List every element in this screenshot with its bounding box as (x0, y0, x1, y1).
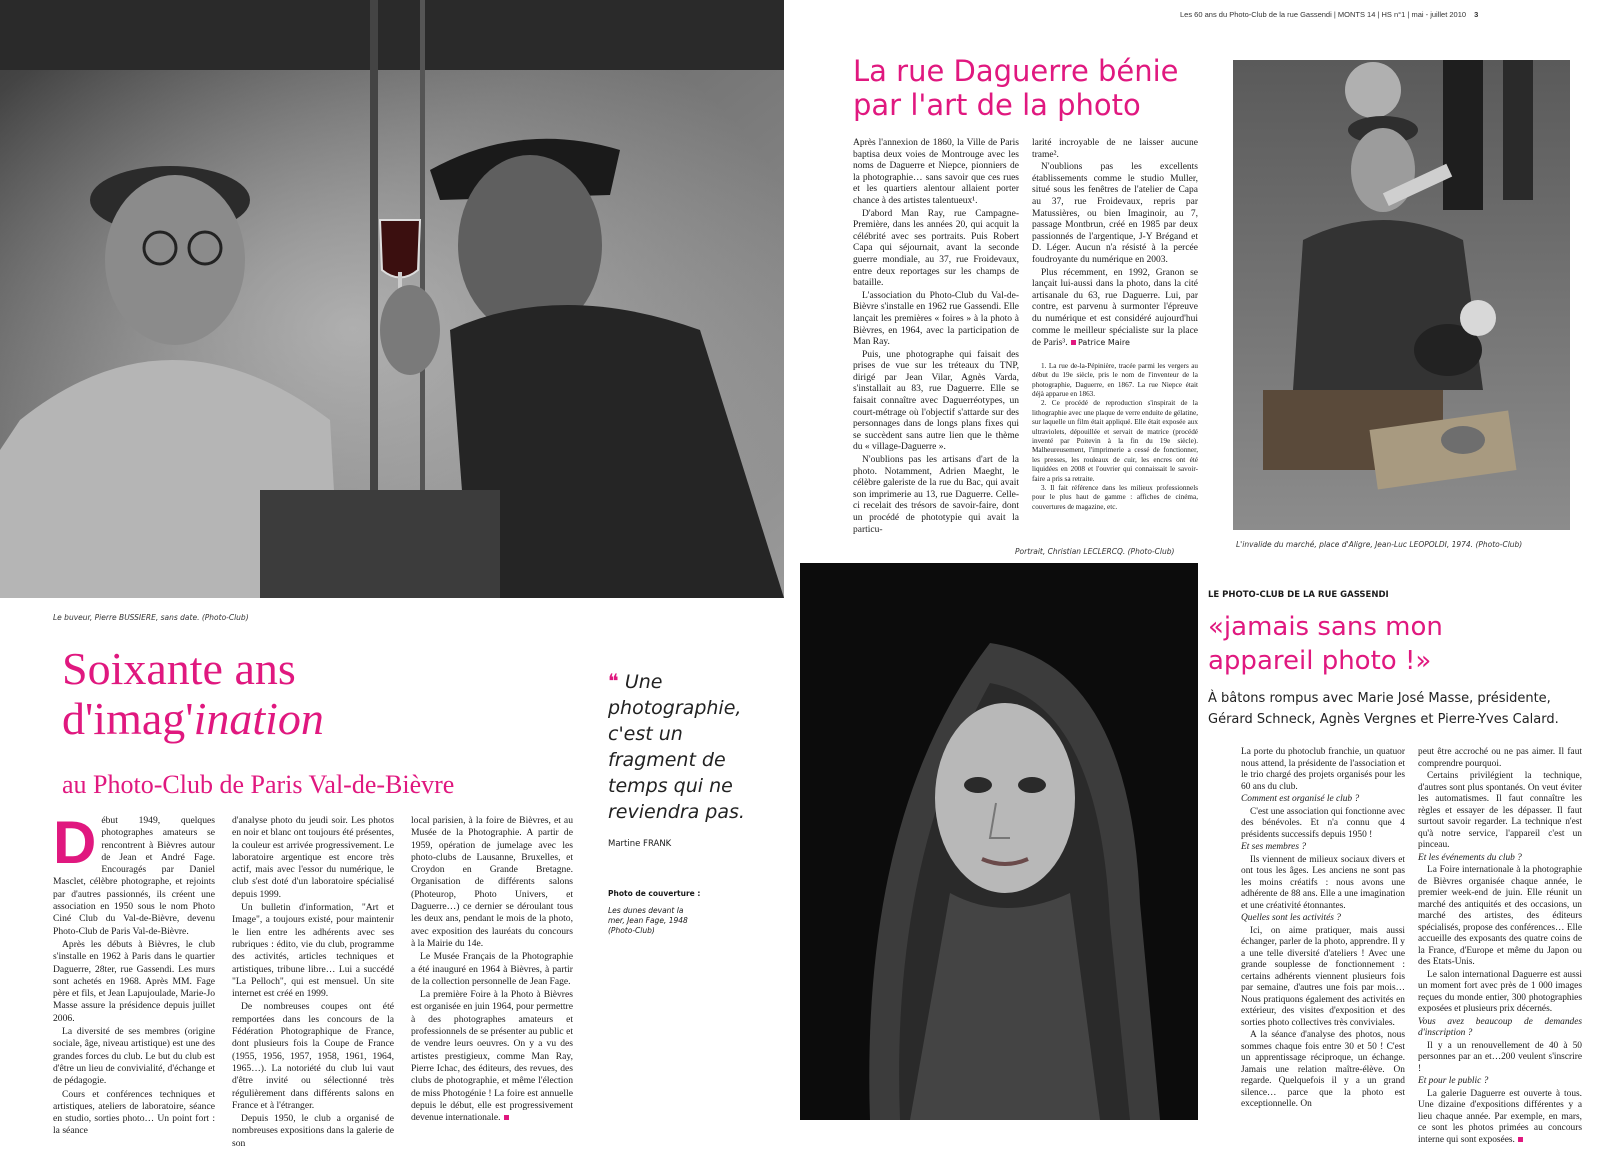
paragraph-text: La Foire internationale à la photographie de Bièvres organisée chaque année, le premier week-end de juin. Elle réunit un marché des antiquités et des occasions, un marché des artistes, des éditeurs spécialisés, propose des conférences… Elle accueille des exposants des quatre coins de la France, d'Europe et même du Japon ou des Etats-Unis. (1418, 865, 1582, 967)
interview-question (1418, 1017, 1582, 1040)
photo-portrait (800, 563, 1198, 1120)
interview-question (1418, 1076, 1582, 1088)
paragraph (1418, 1089, 1582, 1147)
pullquote (608, 668, 768, 936)
article2-title-line2: par l'art de la photo (853, 88, 1141, 122)
caption-portrait: Portrait, Christian LECLERCQ. (Photo-Club) (1015, 547, 1175, 556)
article1-title-line1: Soixante ans (62, 643, 296, 694)
running-header-text: Les 60 ans du Photo-Club de la rue Gassendi | MONTS 14 | HS n°1 | mai - juillet 2010 (1180, 10, 1467, 19)
paragraph-text: Vous avez beaucoup de demandes d'inscription ? (1418, 1016, 1582, 1038)
paragraph (411, 989, 573, 1124)
paragraph (1241, 926, 1405, 1030)
paragraph: N'oublions pas les excellents établissements comme le studio Muller, situé sous les fenêtres de l'atelier de Capa au 37, rue Froidevaux, repris par Matussières, ou bien Imaginoir, au 7, passage Montbrun, créé en 1985 par deux passionnés de l'argentique, J-Y Brégand et D. Léger. Aucun n'a résisté à la percée foudroyante du numérique en 2003. (1032, 162, 1198, 265)
paragraph: La diversité de ses membres (origine sociale, âge, niveau artistique) est une des grandes forces du club. Le but du club est d'être un lieu de convivialité, d'échange et de pédagogie. (53, 1026, 215, 1087)
paragraph: De nombreuses coupes ont été remportées dans les concours de la Fédération Photographique de France, dont plusieurs fois la Coupe de France (1955, 1956, 1957, 1958, 1961, 1964, 1965…). La notoriété du club lui vaut d'être invité ou sélectionné très régulièrement dans différents salons en France et à l'étranger. (232, 1001, 394, 1111)
paragraph: larité incroyable de ne laisser aucune trame². (1032, 138, 1198, 160)
paragraph-text: La galerie Daguerre est ouverte à tous. Une dizaine d'expositions différentes y a lieu chaque année. Par exemple, en mars, ce sont les photos primées au concours interne qui sont exposées. (1418, 1088, 1582, 1145)
footnote: 3. Il fait référence dans les milieux professionnels pour le plus haut de gamme : affiches de cinéma, couvertures de magazine, etc. (1032, 483, 1198, 511)
caption-le-buveur: Le buveur, Pierre BUSSIERE, sans date. (Photo-Club) (53, 613, 249, 622)
article2-column-2 (1032, 138, 1198, 512)
paragraph: Cours et conférences techniques et artistiques, ateliers de laboratoire, séance en studio, sorties photo… Un point fort : la séance (53, 1088, 215, 1137)
paragraph (1241, 747, 1405, 793)
article1-title-line2a: d'imag' (62, 693, 194, 744)
paragraph: Après les débuts à Bièvres, le club s'installe en 1962 à Paris dans le quartier Daguerre, 28ter, rue Gassendi. Les murs sont achetés en 1968. Après MM. Fage père et fils, et Jean Lapujoulade, Marie-Jo Masse assure la présidence depuis juillet 2006. (53, 938, 215, 1024)
paragraph-text: La porte du photoclub franchie, un quatuor nous attend, la présidente de l'association et le trio chargé des projets organisés pour les 60 ans du club. (1241, 747, 1405, 792)
paragraph (1418, 970, 1582, 1016)
paragraph-text: Ils viennent de milieux sociaux divers et ont tous les âges. Les anciens ne sont pas les moins créatifs : nous avons une adhérente de 88 ans. Elle a une imagination et une créativité étonnantes. (1241, 854, 1405, 911)
photo-le-buveur (0, 0, 784, 598)
paragraph-text: Quelles sont les activités ? (1241, 913, 1341, 923)
article3-column-2 (1418, 747, 1582, 1147)
paragraph (1418, 747, 1582, 770)
running-header (1180, 10, 1478, 19)
article1-column-3 (411, 815, 573, 1125)
paragraph (1241, 855, 1405, 913)
cover-photo-text: Les dunes devant la mer, Jean Fage, 1948 (Photo-Club) (608, 906, 688, 935)
footnote: 2. Ce procédé de reproduction s'inspirait de la lithographie avec une plaque de verre enduite de gélatine, sur laquelle un film était appliqué. Elle était exposée aux ultraviolets, dépouillée et servait de matrice (procédé inventé par Poitevin à la fin du 19e siècle). Malheureusement, l'imprimerie a cessé de fonctionner, les presses, les rouleaux de cuir, les encres ont été liquidées en 2008 et l'ouvrier qui connaissait le savoir-faire a pris sa retraite. (1032, 399, 1198, 483)
article2-title-line1: La rue Daguerre bénie (853, 54, 1179, 88)
paragraph-text: Le salon international Daguerre est aussi un moment fort avec près de 1 000 images reçues du monde entier, 300 photographies exposées et plusieurs prix décernés. (1418, 969, 1582, 1014)
paragraph (1032, 268, 1198, 350)
paragraph (1418, 771, 1582, 852)
end-mark (1071, 340, 1076, 345)
paragraph-text: A la séance d'analyse des photos, nous sommes chaque fois entre 30 et 50 ! C'est un apprentissage réciproque, un échange. Jamais une relation maître-élève. On regarde. Quelquefois il y a un grand silence… parce que la photo est exceptionnelle. On (1241, 1030, 1405, 1109)
cover-photo-label: Photo de couverture : (608, 889, 701, 898)
paragraph (1241, 807, 1405, 842)
paragraph: L'association du Photo-Club du Val-de-Bièvre s'installe en 1962 rue Gassendi. Elle lançait les premières « foires » à la photo à Bièvres, en 1964, avec la participation de Man Ray. (853, 290, 1019, 348)
interview-question (1241, 794, 1405, 806)
article1-column-1 (53, 809, 215, 1139)
article2-title (853, 54, 1179, 122)
article3-title-line2: appareil photo !» (1208, 646, 1432, 676)
paragraph: Un bulletin d'information, "Art et Image", a toujours existé, pour maintenir le lien entre les adhérents avec ses rubriques : édito, vie du club, programme des activités, articles techniques et artistiques, tribune libre… Lui a succédé "La Pelloch", qui est mensuel. Un site internet est créé en 1999. (232, 902, 394, 1000)
paragraph: Puis, une photographe qui faisait des prises de vue sur les tréteaux du TNP, dirigé par Jean Vilar, Agnès Varda, s'installait au 83, rue Daguerre. Elle se faisait connaître avec Daguerréotypes, un court-métrage où l'objectif s'attarde sur des personnages dans de longs plans fixes qui se succèdent sans autre lien que le thème du « village-Daguerre ». (853, 349, 1019, 453)
article2-column-1 (853, 138, 1019, 537)
interview-question (1418, 853, 1582, 865)
paragraph (1418, 1041, 1582, 1076)
article3-kicker: LE PHOTO-CLUB DE LA RUE GASSENDI (1208, 590, 1389, 600)
article1-title-line2b: ination (193, 693, 324, 744)
paragraph: D'abord Man Ray, rue Campagne-Première, dans les années 20, qui acquit la célébrité avec ses portraits. Puis Robert Capa qui séjournait, avant la seconde guerre mondiale, au 37, rue Froidevaux, entre deux reportages sur les champs de bataille. (853, 208, 1019, 289)
pullquote-author: Martine FRANK (608, 839, 672, 849)
paragraph-text: Et pour le public ? (1418, 1076, 1489, 1086)
paragraph-text: La première Foire à la Photo à Bièvres est organisée en juin 1964, pour permettre à des photographes amateurs et professionnels de se présenter au public et de vendre leurs oeuvres. On y a vu des artistes prestigieux, comme Man Ray, Pierre Ichac, des éditeurs, des revues, des clubs de photographie, et même l'élection de miss Photogénie ! La foire est annuelle depuis le début, elle est progressivement devenue internationale. (411, 989, 573, 1124)
quote-mark-icon: ❝ (608, 669, 619, 693)
paragraph: N'oublions pas les artisans d'art de la photo. Notamment, Adrien Maeght, le célèbre galeriste de la rue du Bac, qui avait son imprimerie au 13, rue Daguerre. Celle-ci recelait des trésors de savoir-faire, dont un procédé de phototypie qui avait la particu- (853, 455, 1019, 535)
paragraph: d'analyse photo du jeudi soir. Les photos en noir et blanc ont toujours été présentes, la couleur est arrivée progressivement. Le laboratoire argentique est encore très actif, mais avec l'essor du numérique, le club s'est doté d'un laboratoire spécialisé depuis 1999. (232, 815, 394, 900)
interview-question (1241, 842, 1405, 854)
interview-question (1241, 913, 1405, 925)
article3-title (1208, 610, 1443, 678)
paragraph-text: C'est une association qui fonctionne avec des bénévoles. Et n'a connu que 4 présidents successifs depuis 1950 ! (1241, 806, 1405, 840)
paragraph-text: Comment est organisé le club ? (1241, 794, 1360, 804)
paragraph (1241, 1030, 1405, 1111)
article1-subtitle: au Photo-Club de Paris Val-de-Bièvre (62, 770, 455, 799)
paragraph: local parisien, à la foire de Bièvres, et au Musée de la Photographie. A partir de 1959, opération de jumelage avec les photo-clubs de Lausanne, Bruxelles, et Croydon en Grande Bretagne. Organisation de différents salons (Photeurop, Photo Univers, et Daguerre…) ce dernier se déroulant tous les deux ans, pendant le mois de la photo, avec exposition des lauréats du concours à la Mairie du 14e. (411, 815, 573, 949)
paragraph: ébut 1949, quelques photographes amateurs se rencontrent à Bièvres autour de Jean et André Fage. Encouragés par Daniel Masclet, célèbre photographe, et rejoints par d'autres passionnés, ils créent une association en 1950 sous le nom Photo Ciné Club du Val-de-Bièvre, devenu Photo-Club de Paris Val-de-Bièvre. (53, 815, 215, 937)
paragraph-text: peut être accroché ou ne pas aimer. Il faut comprendre pourquoi. (1418, 747, 1582, 769)
paragraph: Le Musée Français de la Photographie a été inauguré en 1964 à Bièvres, à partir de la collection personnelle de Jean Fage. (411, 951, 573, 987)
paragraph: Après l'annexion de 1860, la Ville de Paris baptisa deux voies de Montrouge avec les noms de Daguerre et Niepce, pionniers de la photographie… sans savoir que ces rues et les quartiers alentour allaient porter chance à des artistes talentueux¹. (853, 138, 1019, 206)
page-number: 3 (1474, 10, 1479, 19)
paragraph: Depuis 1950, le club a organisé de nombreuses expositions dans la galerie de son (232, 1113, 394, 1149)
paragraph-text: Et les événements du club ? (1418, 852, 1522, 863)
paragraph-text: Plus récemment, en 1992, Granon se lançait lui-aussi dans la photo, dans la cité artisanale du 63, rue Daguerre. Lui, par contre, est parvenu à surmonter l'épreuve du numérique et est considéré aujourd'hui comme le meilleur spécialiste sur la place de Paris³. (1032, 267, 1198, 349)
article1-title (62, 644, 324, 744)
article3-title-line1: «jamais sans mon (1208, 612, 1443, 642)
signature: Patrice Maire (1077, 338, 1130, 348)
paragraph-text: Il y a un renouvellement de 40 à 50 personnes par an et…200 veulent s'inscrire ! (1418, 1040, 1582, 1074)
paragraph-text: Ici, on aime pratiquer, mais aussi échanger, parler de la photo, apprendre. Il y a une telle diversité d'ateliers ! Avec une grande souplesse de fonctionnement : certains adhérents viennent plusieurs fois par semaine, d'autres une fois par mois… Nous pratiquons également des activités en extérieur, des visites d'exposition et des sorties photo collectives très conviviales. (1241, 925, 1405, 1028)
article1-title-line2 (62, 694, 324, 744)
footnotes (1032, 362, 1198, 513)
paragraph (1418, 865, 1582, 969)
pullquote-body (608, 668, 768, 825)
article3-subtitle: À bâtons rompus avec Marie José Masse, présidente, Gérard Schneck, Agnès Vergnes et Pierre-Yves Calard. (1208, 691, 1559, 727)
end-mark (1518, 1137, 1523, 1142)
caption-invalide-du-marche: L'invalide du marché, place d'Aligre, Jean-Luc LEOPOLDI, 1974. (Photo-Club) (1236, 540, 1523, 549)
article3-column-1 (1241, 747, 1405, 1112)
pullquote-text: Une photographie, c'est un fragment de temps qui ne reviendra pas. (608, 671, 745, 823)
paragraph-text: Et ses membres ? (1241, 842, 1307, 852)
paragraph-text: Certains privilégient la technique, d'autres sont plus spontanés. On veut éviter les automatismes. Il faut connaître les règles et essayer de les dépasser. Il faut surtout savoir regarder. La technique n'est qu'à notre service, l'appareil c'est un pinceau. (1418, 771, 1582, 850)
dropcap: D (53, 809, 97, 876)
article1-column-2 (232, 815, 394, 1151)
footnote: 1. La rue de-la-Pépinière, tracée parmi les vergers au début du 19e siècle, pris le nom de l'inventeur de la photographie, Daguerre, en 1867. La rue Niepce était déjà apparue en 1863. (1032, 361, 1198, 398)
photo-invalide-du-marche (1233, 60, 1570, 530)
